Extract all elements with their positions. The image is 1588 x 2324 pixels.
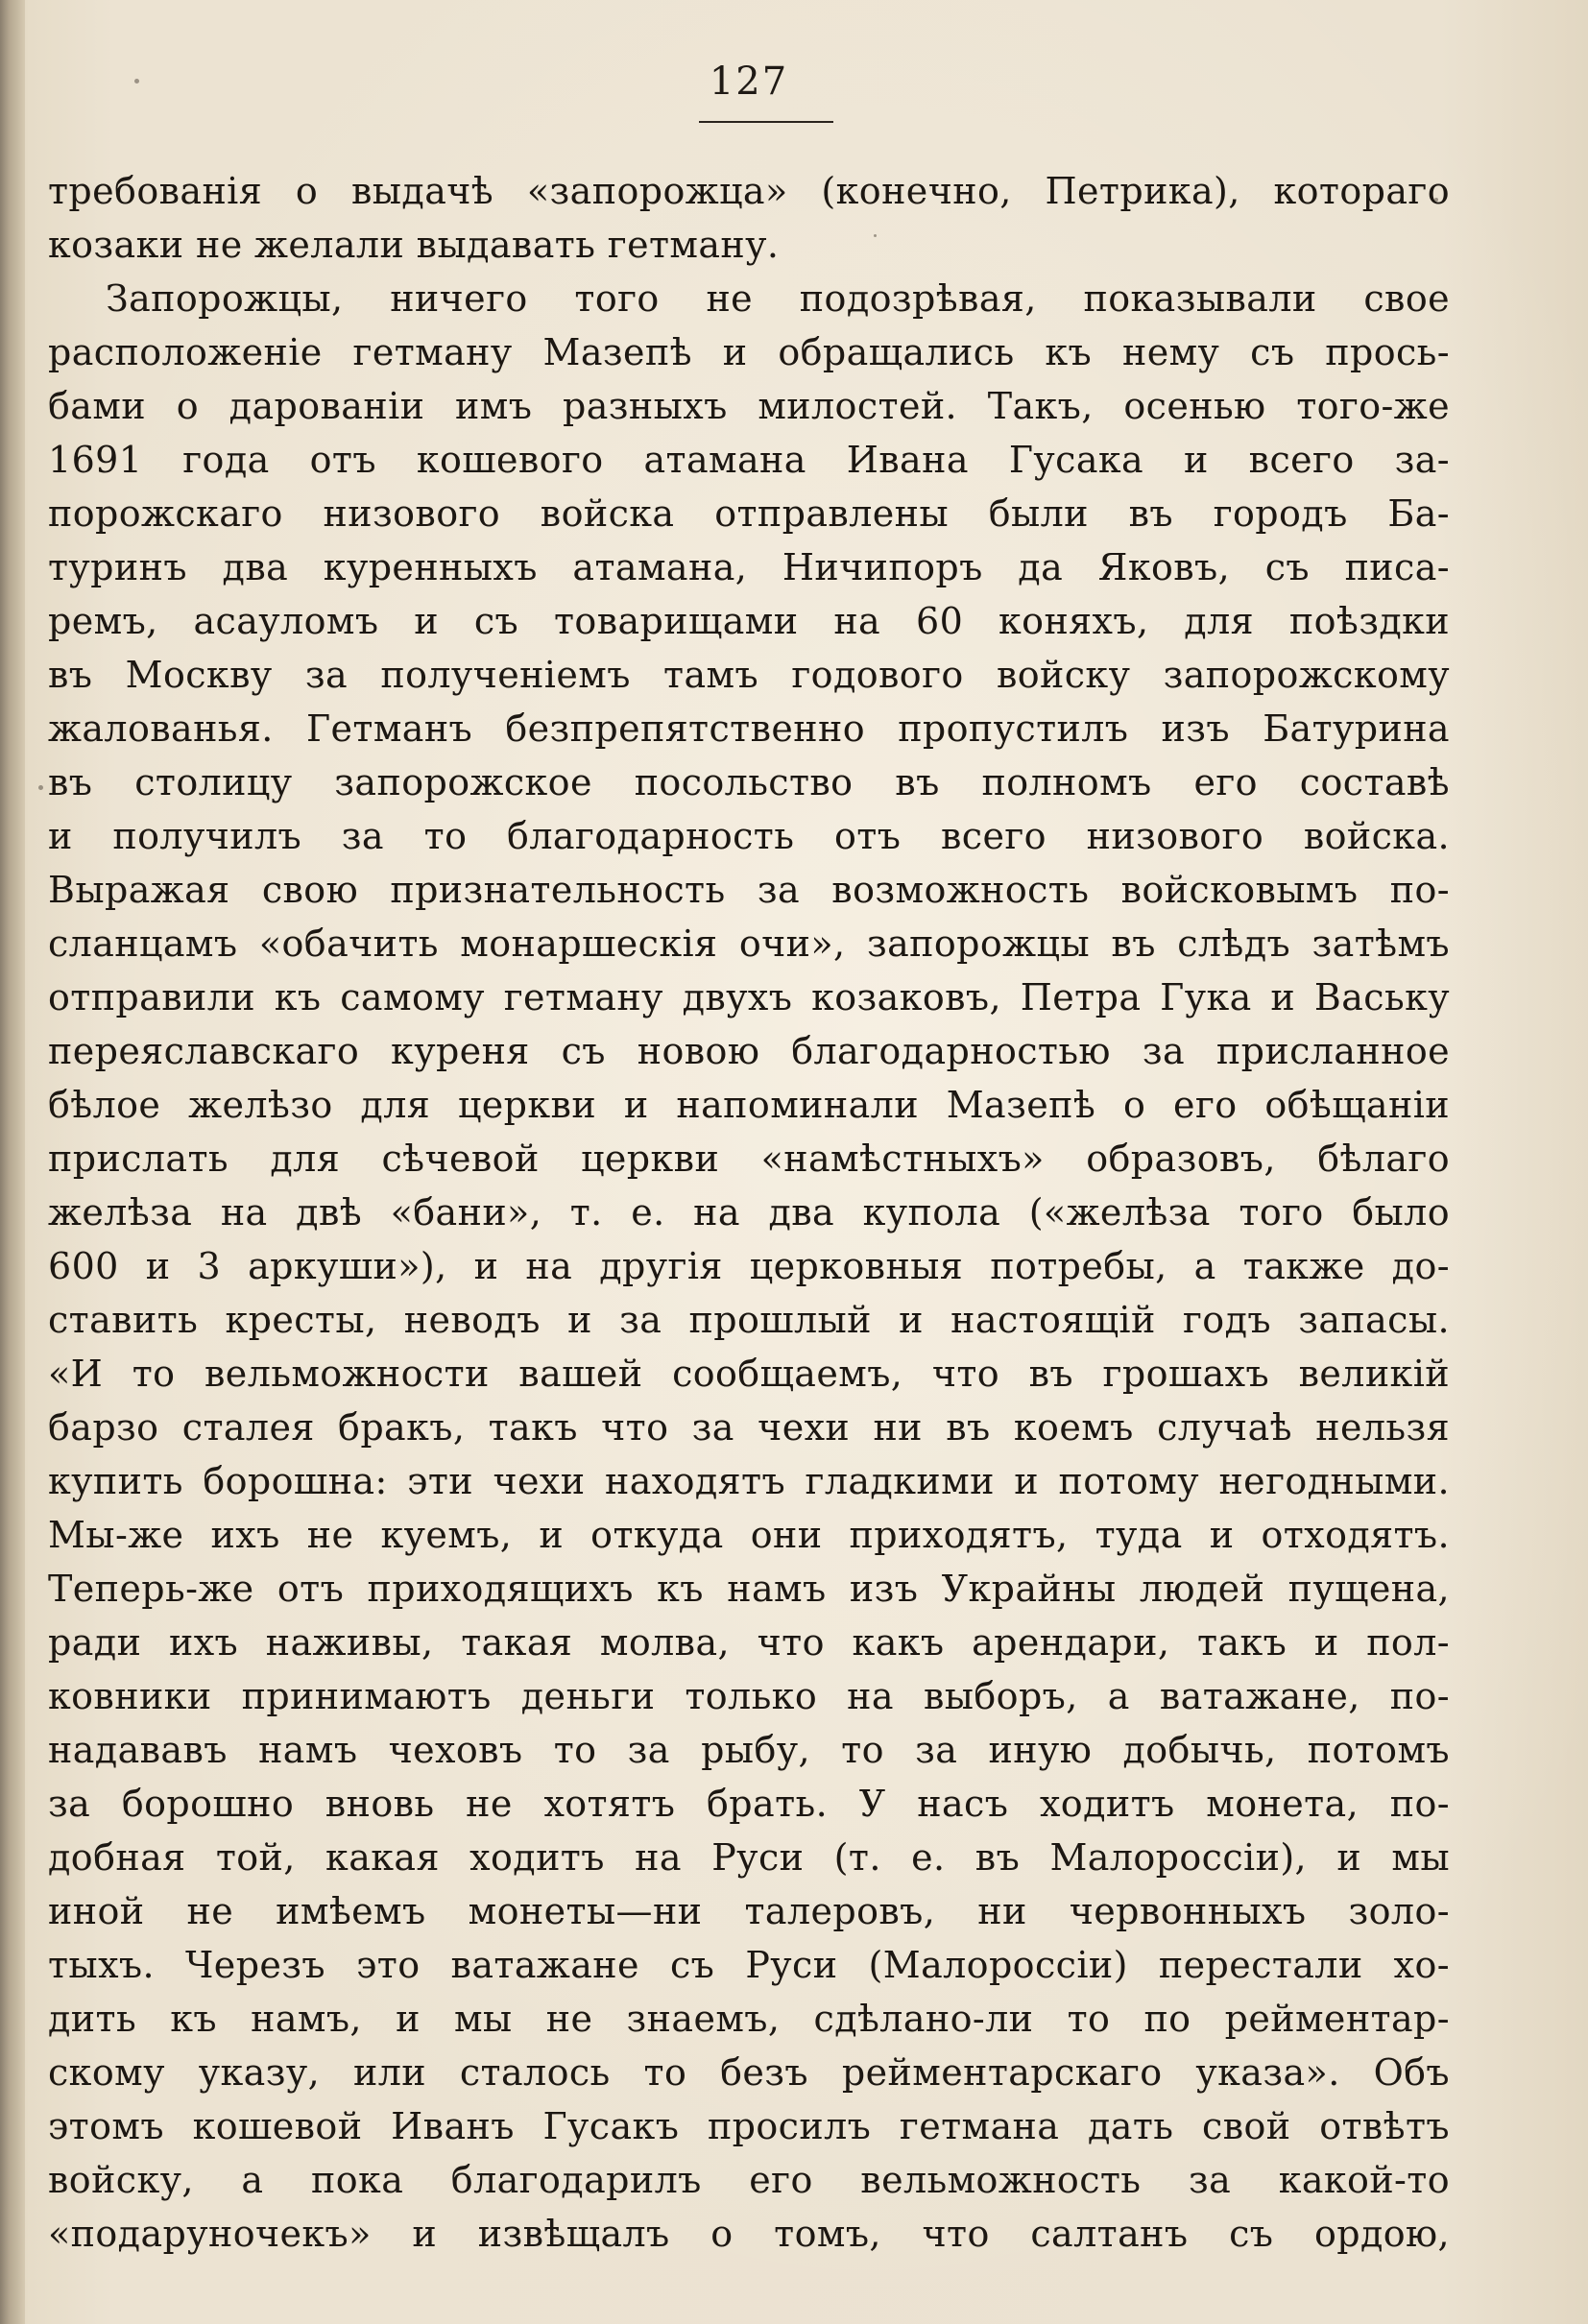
text-line: Мы-же ихъ не куемъ, и откуда они приходятъ, туда и отходятъ. — [48, 1514, 1450, 1556]
text-line: за борошно вновь не хотятъ брать. У насъ ходитъ монета, по- — [48, 1783, 1450, 1825]
text-line: 1691 года отъ кошевого атамана Ивана Гусака и всего за- — [48, 439, 1450, 481]
paragraph-start-line: Запорожцы, ничего того не подозрѣвая, показывали свое — [106, 277, 1450, 320]
text-line: и получилъ за то благодарность отъ всего низового войска. — [48, 815, 1450, 857]
text-line: ремъ, асауломъ и съ товарищами на 60 коняхъ, для поѣздки — [48, 600, 1450, 642]
page-number: 127 — [709, 60, 789, 104]
page-number-rule — [699, 121, 833, 123]
text-line: ради ихъ наживы, такая молва, что какъ арендари, такъ и пол- — [48, 1621, 1450, 1664]
text-line: скому указу, или сталось то безъ рейментарскаго указа». Объ — [48, 2051, 1450, 2094]
text-line: бѣлое желѣзо для церкви и напоминали Мазепѣ о его обѣщаніи — [48, 1084, 1450, 1126]
text-line: отправили къ самому гетману двухъ козаковъ, Петра Гука и Ваську — [48, 976, 1450, 1018]
text-line: расположеніе гетману Мазепѣ и обращались къ нему съ прось- — [48, 331, 1450, 373]
text-line: ставить кресты, неводъ и за прошлый и настоящій годъ запасы. — [48, 1299, 1450, 1341]
text-line: войску, а пока благодарилъ его вельможность за какой-то — [48, 2159, 1450, 2201]
text-line: козаки не желали выдавать гетману. — [48, 224, 780, 266]
text-line: прислать для сѣчевой церкви «намѣстныхъ» образовъ, бѣлаго — [48, 1138, 1450, 1180]
text-line: Выражая свою признательность за возможность войсковымъ по- — [48, 869, 1450, 911]
text-line: Теперь-же отъ приходящихъ къ намъ изъ Украйны людей пущена, — [48, 1568, 1450, 1610]
text-line: ковники принимаютъ деньги только на выборъ, а ватажане, по- — [48, 1675, 1450, 1717]
text-line: желѣза на двѣ «бани», т. е. на два купола («желѣза того было — [48, 1191, 1450, 1234]
text-line: жалованья. Гетманъ безпрепятственно пропустилъ изъ Батурина — [48, 707, 1450, 750]
text-line: сланцамъ «обачить монаршескія очи», запорожцы въ слѣдъ затѣмъ — [48, 922, 1450, 965]
text-line: переяславскаго куреня съ новою благодарностью за присланное — [48, 1030, 1450, 1072]
text-line: бами о дарованіи имъ разныхъ милостей. Такъ, осенью того-же — [48, 385, 1450, 427]
text-line: «подаруночекъ» и извѣщалъ о томъ, что салтанъ съ ордою, — [48, 2213, 1450, 2255]
text-line: этомъ кошевой Иванъ Гусакъ просилъ гетмана дать свой отвѣтъ — [48, 2105, 1450, 2147]
text-line: туринъ два куренныхъ атамана, Ничипоръ да Яковъ, съ писа- — [48, 546, 1450, 588]
text-line: тыхъ. Черезъ это ватажане съ Руси (Малороссіи) перестали хо- — [48, 1944, 1450, 1986]
text-line: «И то вельможности вашей сообщаемъ, что въ грошахъ великій — [48, 1353, 1450, 1395]
text-line: барзо сталея бракъ, такъ что за чехи ни въ коемъ случаѣ нельзя — [48, 1406, 1450, 1449]
text-line: требованія о выдачѣ «запорожца» (конечно, Петрика), котораго — [48, 170, 1450, 212]
binding-edge — [0, 0, 25, 2324]
text-line: надававъ намъ чеховъ то за рыбу, то за иную добычь, потомъ — [48, 1729, 1450, 1771]
dust-speck — [38, 785, 43, 790]
text-line: въ Москву за полученіемъ тамъ годового войску запорожскому — [48, 654, 1450, 696]
text-line: дить къ намъ, и мы не знаемъ, сдѣлано-ли то по рейментар- — [48, 1998, 1450, 2040]
text-line: порожскаго низового войска отправлены были въ городъ Ба- — [48, 492, 1450, 535]
text-line: купить борошна: эти чехи находятъ гладкими и потому негодными. — [48, 1460, 1450, 1502]
text-line: 600 и 3 аркуши»), и на другія церковныя потребы, а также до- — [48, 1245, 1450, 1287]
text-line: иной не имѣемъ монеты—ни талеровъ, ни червонныхъ золо- — [48, 1890, 1450, 1932]
text-line: добная той, какая ходитъ на Руси (т. е. въ Малороссіи), и мы — [48, 1836, 1450, 1879]
dust-speck — [134, 79, 139, 84]
text-line: въ столицу запорожское посольство въ полномъ его составѣ — [48, 761, 1450, 803]
